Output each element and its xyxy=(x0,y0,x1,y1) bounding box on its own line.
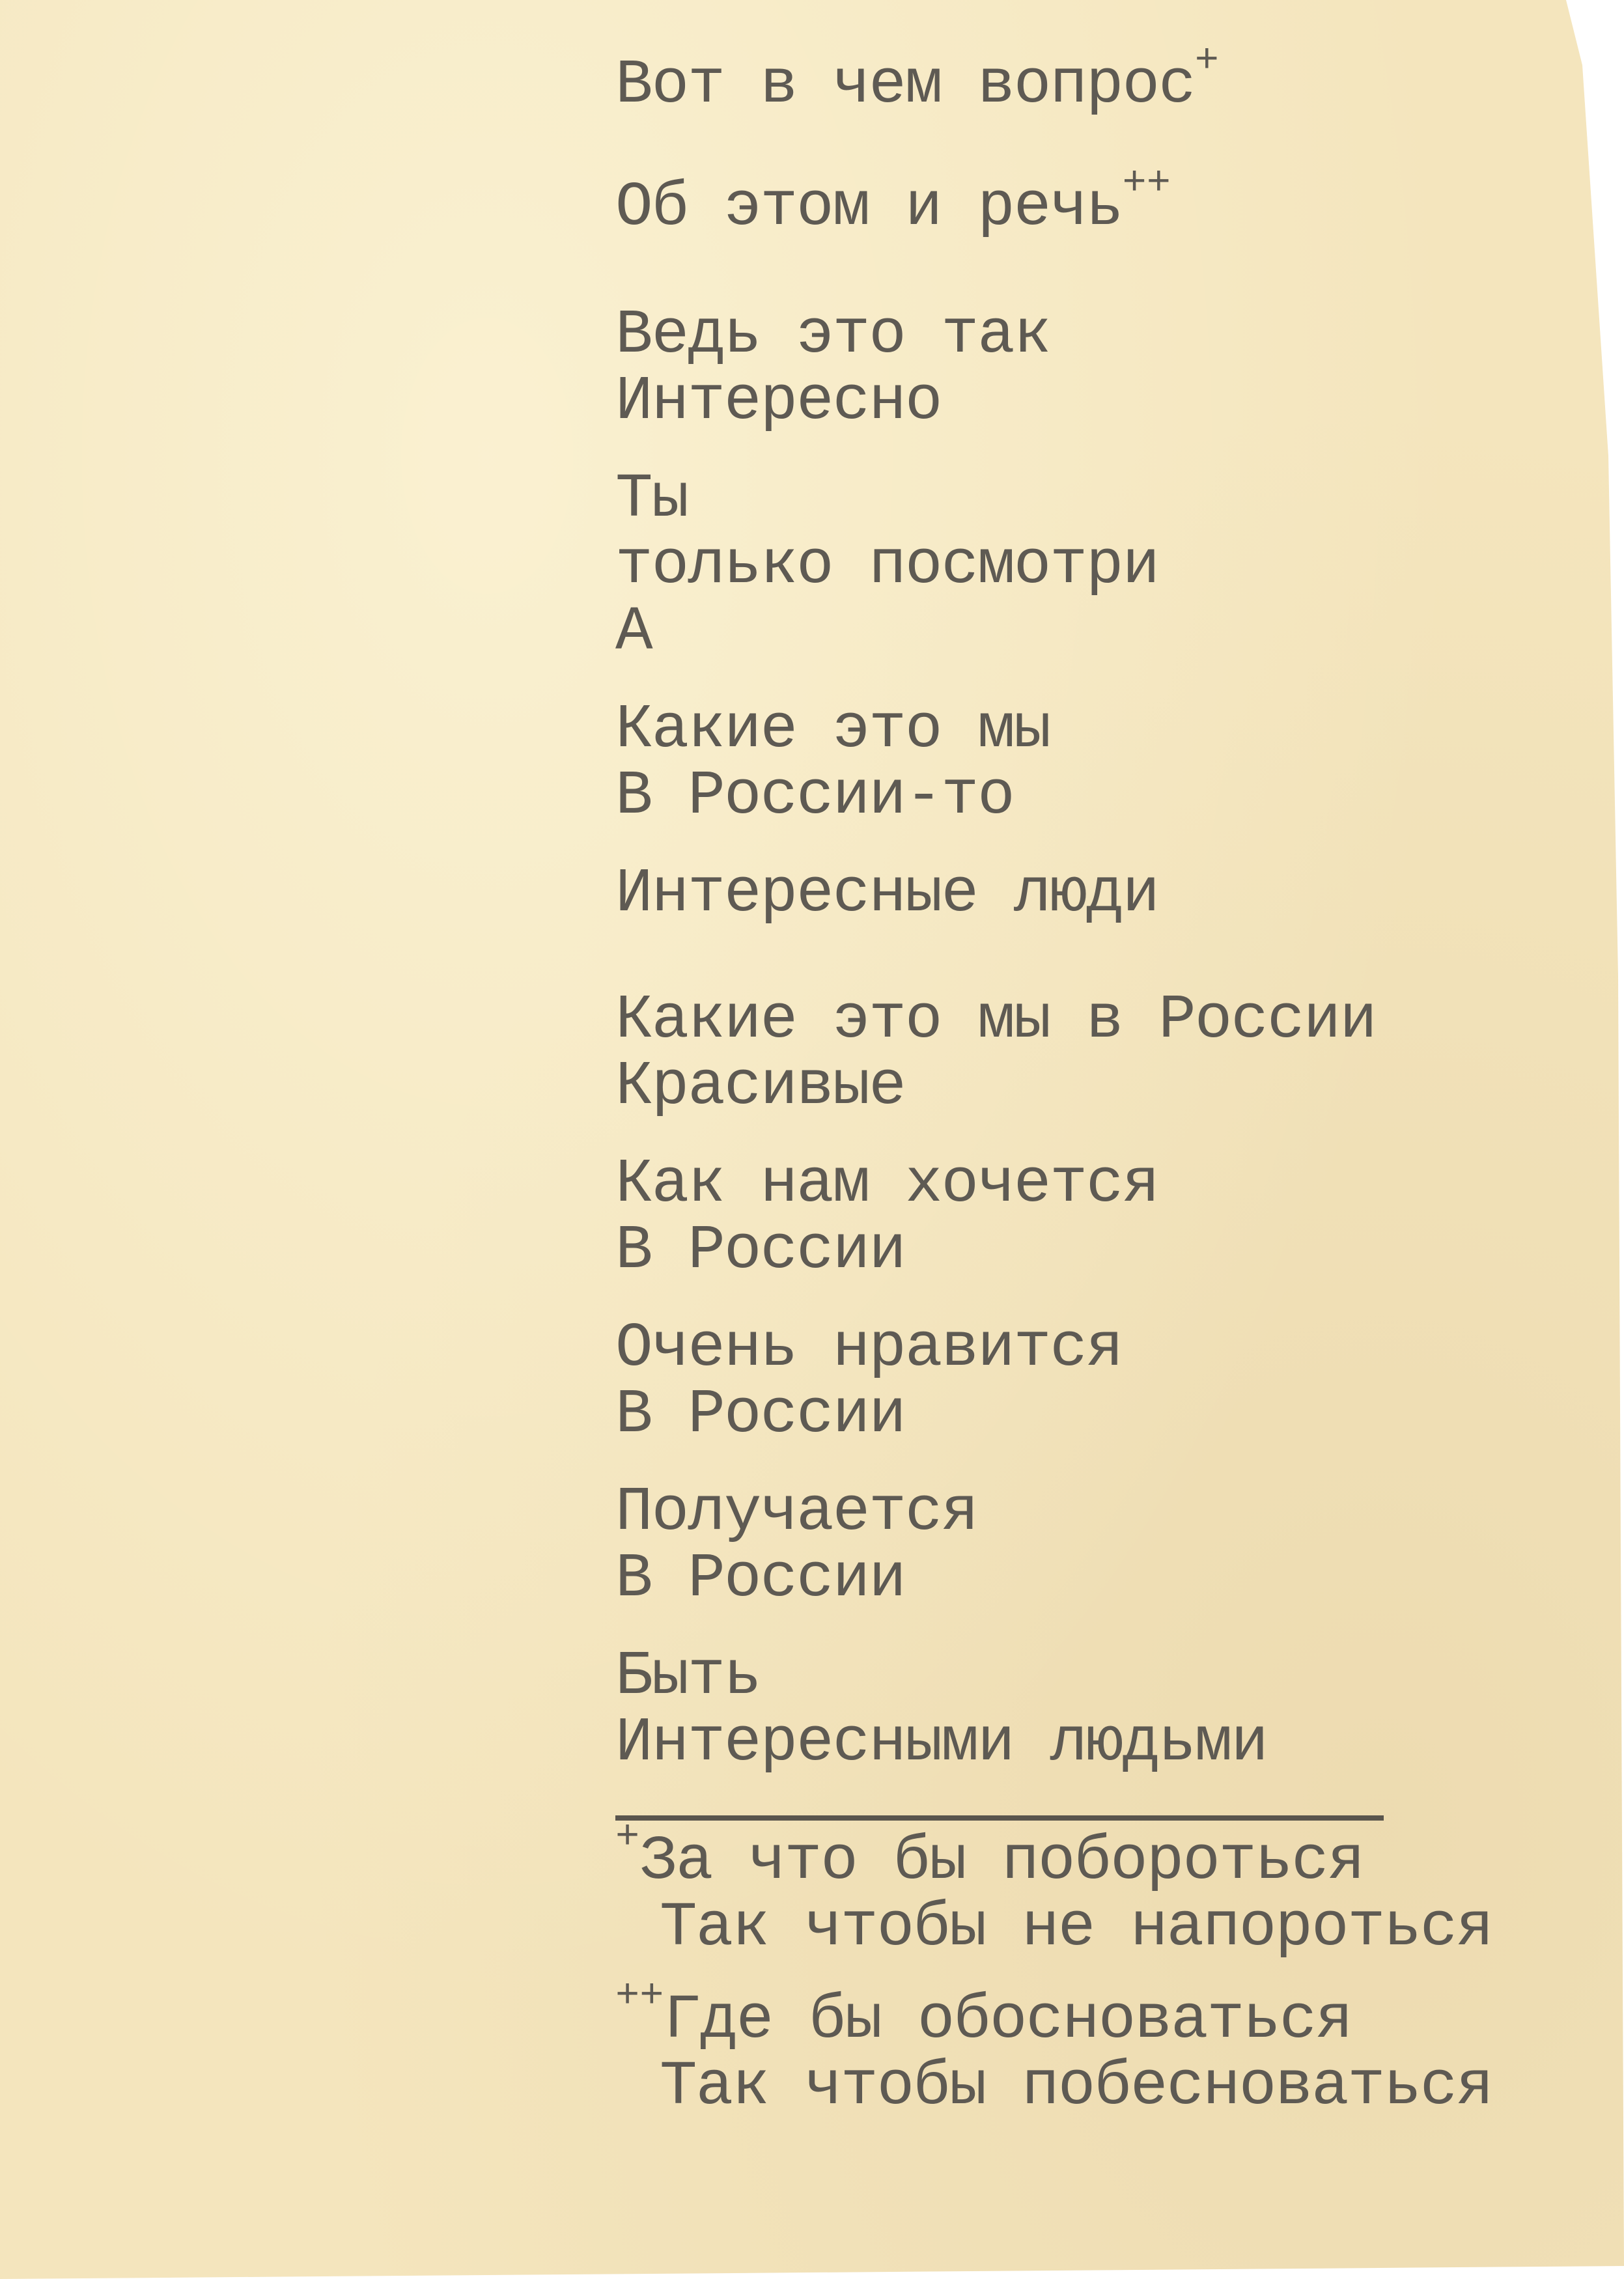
stanza-11 xyxy=(615,1643,1605,1776)
poem-line: А xyxy=(615,596,652,667)
poem-line: Как нам хочется xyxy=(615,1149,1159,1220)
stanza-6 xyxy=(615,858,1605,929)
footnote-line: Так чтобы побесноваться xyxy=(660,2051,1493,2122)
footnote-mark: + xyxy=(1194,38,1219,84)
poem-line: Ты xyxy=(615,464,688,535)
poem-line: Красивые xyxy=(615,1051,905,1122)
poem-line: В России xyxy=(615,1379,905,1450)
poem-line: В России xyxy=(615,1215,905,1286)
poem-line: Интересными людьми xyxy=(615,1707,1267,1778)
poem-line: Интересные люди xyxy=(615,858,1159,929)
poem-line: В России-то xyxy=(615,761,1014,832)
footnote-line xyxy=(615,1973,1605,2056)
poem-line: только посмотри xyxy=(615,530,1159,601)
footnote-mark: ++ xyxy=(1122,160,1171,206)
line-text: За что бы побороться xyxy=(639,1826,1364,1897)
footnote-line: Так чтобы не напороться xyxy=(660,1892,1493,1963)
poem-line xyxy=(615,160,1605,243)
stanza-9 xyxy=(615,1315,1605,1448)
footnote-1 xyxy=(615,1814,1605,1963)
typewritten-poem xyxy=(615,38,1605,2122)
footnote-mark: + xyxy=(615,1814,640,1860)
line-text: Вот в чем вопрос xyxy=(615,49,1195,120)
stanza-2 xyxy=(615,160,1605,243)
poem-line: Интересно xyxy=(615,366,942,437)
stanza-3 xyxy=(615,302,1605,435)
stanza-5 xyxy=(615,694,1605,832)
poem-line: Получается xyxy=(615,1477,978,1548)
footnote-divider xyxy=(615,1815,1384,1821)
line-text: Об этом и речь xyxy=(615,172,1123,243)
stanza-7 xyxy=(615,987,1605,1120)
poem-line: Какие это мы в России xyxy=(615,985,1376,1056)
poem-line: Очень нравится xyxy=(615,1313,1123,1384)
stanza-10 xyxy=(615,1479,1605,1612)
footnote-line xyxy=(615,1814,1605,1897)
footnote-2 xyxy=(615,1973,1605,2122)
poem-line: Быть xyxy=(615,1641,761,1712)
poem-line: В России xyxy=(615,1543,905,1614)
poem-line: Ведь это так xyxy=(615,300,1050,371)
line-text: Где бы обосноваться xyxy=(664,1985,1352,2056)
stanza-1 xyxy=(615,38,1605,120)
stanza-4 xyxy=(615,466,1605,665)
poem-line: Какие это мы xyxy=(615,694,1050,765)
poem-line xyxy=(615,38,1605,120)
footnote-mark: ++ xyxy=(615,1973,664,2019)
stanza-8 xyxy=(615,1151,1605,1284)
